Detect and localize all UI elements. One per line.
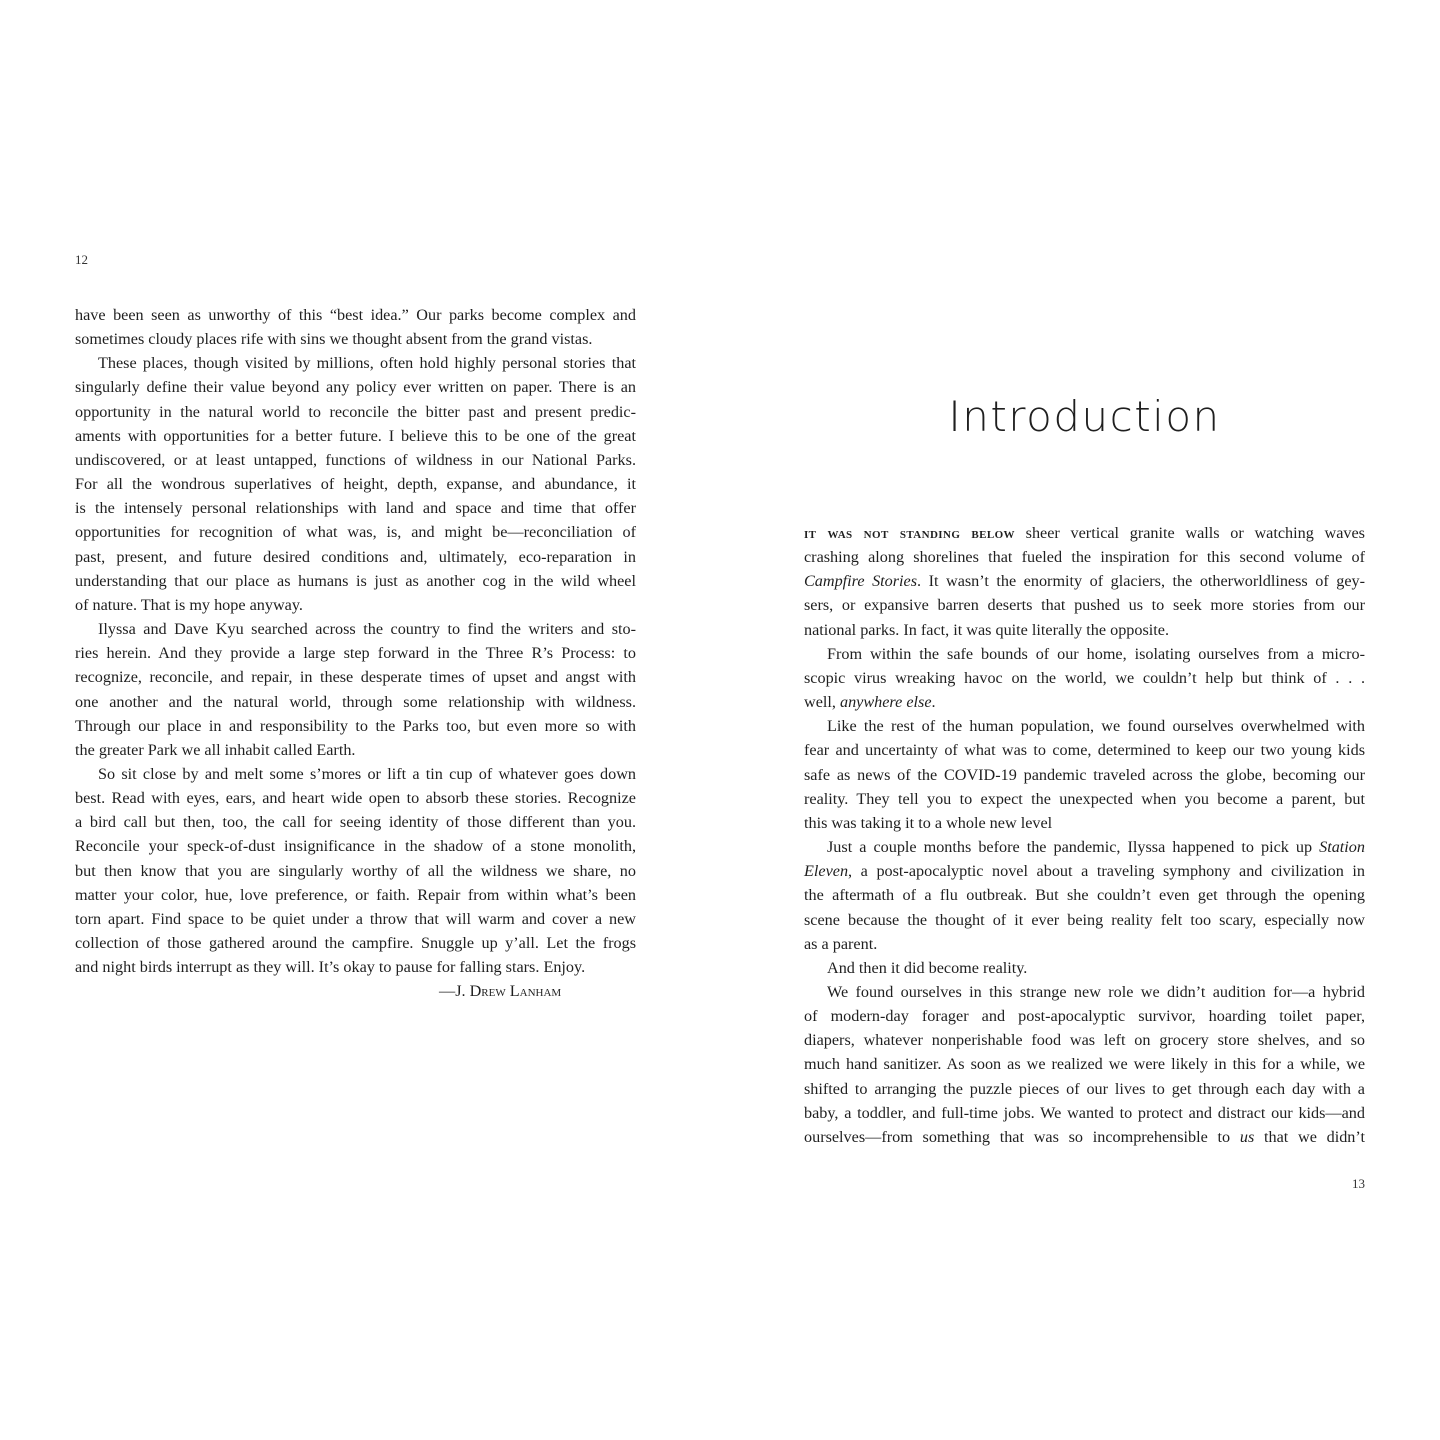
text-line: the greater Park we all inhabit called Earth.	[75, 740, 356, 759]
book-title-italic: Station	[1319, 838, 1365, 857]
text-line: recognize, reconcile, and repair, in these desperate times of upset and angst with	[75, 668, 636, 687]
text-line: shifted to arranging the puzzle pieces of our lives to get through each day with a	[804, 1079, 1365, 1098]
text-line: Through our place in and responsibility to the Parks too, but even more so with	[75, 716, 636, 735]
text-line: much hand sanitizer. As soon as we realized we were likely in this for a while, we	[804, 1055, 1365, 1074]
text-line: one another and the natural world, through some relationship with wildness.	[75, 692, 636, 711]
text-line: We found ourselves in this strange new role we didn’t audition for—a hybrid	[827, 982, 1365, 1001]
text-line: Like the rest of the human population, we found ourselves overwhelmed with	[827, 717, 1365, 736]
text-line: These places, though visited by millions, often hold highly personal stories that	[98, 354, 636, 373]
text-line	[804, 859, 1365, 883]
text-line: scopic virus wreaking havoc on the world, we couldn’t help but think of . . .	[804, 668, 1365, 687]
lead-in-small-caps: it was not standing below	[804, 524, 1015, 542]
page-number-right: 13	[1352, 1176, 1365, 1191]
text-line: Reconcile your speck-of-dust insignificance in the shadow of a stone monolith,	[75, 837, 636, 856]
text-fragment: sheer vertical granite walls or watching waves	[1014, 524, 1365, 542]
text-line: best. Read with eyes, ears, and heart wide open to absorb these stories. Recognize	[75, 789, 636, 808]
text-line	[804, 690, 1365, 714]
text-line: national parks. In fact, it was quite literally the opposite.	[804, 620, 1170, 639]
author-signature: —J. Drew Lanham	[439, 982, 562, 1001]
text-line: understanding that our place as humans is just as another cog in the wild wheel	[75, 571, 636, 590]
text-fragment: ourselves—from something that was so incomprehensible to	[804, 1127, 1240, 1146]
text-line: as a parent.	[804, 934, 878, 953]
text-line: torn apart. Find space to be quiet under a throw that will warm and cover a new	[75, 909, 636, 928]
text-line: and night birds interrupt as they will. It’s okay to pause for falling stars. Enjoy.	[75, 958, 586, 977]
text-line: sers, or expansive barren deserts that pushed us to seek more stories from our	[804, 596, 1365, 615]
text-line: From within the safe bounds of our home, isolating ourselves from a micro-	[827, 644, 1365, 663]
text-line: So sit close by and melt some s’mores or lift a tin cup of whatever goes down	[98, 764, 636, 783]
right-page-body	[804, 521, 1365, 1149]
book-title-italic: Campfire Stories	[804, 572, 918, 591]
text-line: the aftermath of a flu outbreak. But she couldn’t even get through the opening	[804, 886, 1365, 905]
text-line: Ilyssa and Dave Kyu searched across the country to find the writers and sto-	[98, 620, 636, 639]
text-line: singularly define their value beyond any policy ever written on paper. There is an	[75, 378, 636, 397]
italic-phrase: anywhere else	[839, 693, 932, 712]
text-line: is the intensely personal relationships with land and space and time that offer	[75, 499, 636, 518]
text-line: crashing along shorelines that fueled the inspiration for this second volume of	[804, 548, 1365, 567]
text-line: this was taking it to a whole new level	[804, 813, 1053, 832]
text-line: a bird call but then, too, the call for seeing identity of those different than you.	[75, 813, 636, 832]
text-line: diapers, whatever nonperishable food was left on grocery store shelves, and so	[804, 1031, 1365, 1050]
text-line: of modern-day forager and post-apocalyptic survivor, hoarding toilet paper,	[804, 1007, 1365, 1026]
text-line: reality. They tell you to expect the unexpected when you become a parent, but	[804, 789, 1365, 808]
text-line	[804, 521, 1365, 545]
text-line: For all the wondrous superlatives of height, depth, expanse, and abundance, it	[75, 475, 636, 494]
text-line: of nature. That is my hope anyway.	[75, 595, 303, 614]
italic-word: us	[1239, 1127, 1255, 1146]
left-page-body	[75, 303, 636, 1004]
text-line: aments with opportunities for a better future. I believe this to be one of the great	[75, 426, 636, 445]
text-line: opportunities for recognition of what was, is, and might be—reconciliation of	[75, 523, 636, 542]
text-line: baby, a toddler, and full-time jobs. We wanted to protect and distract our kids—and	[804, 1103, 1365, 1122]
text-line: safe as news of the COVID-19 pandemic traveled across the globe, becoming our	[804, 765, 1365, 784]
text-line: matter your color, hue, love preference, or faith. Repair from within what’s been	[75, 885, 636, 904]
text-fragment: , a post-apocalyptic novel about a traveling symphony and civilization in	[848, 862, 1365, 881]
text-line: opportunity in the natural world to reconcile the bitter past and present predic-	[75, 402, 636, 421]
text-fragment: Just a couple months before the pandemic, Ilyssa happened to pick up	[827, 838, 1320, 857]
text-fragment: . It wasn’t the enormity of glaciers, the otherworldliness of gey-	[917, 572, 1365, 591]
text-line	[804, 835, 1365, 859]
text-line: collection of those gathered around the campfire. Snuggle up y’all. Let the frogs	[75, 934, 636, 953]
text-line: ries herein. And they provide a large step forward in the Three R’s Process: to	[75, 644, 636, 663]
text-line	[804, 569, 1365, 593]
book-title-italic: Eleven	[804, 862, 849, 881]
text-line: And then it did become reality.	[827, 958, 1028, 977]
text-line: undiscovered, or at least untapped, functions of wildness in our National Parks.	[75, 450, 636, 469]
chapter-title: Introduction	[948, 392, 1221, 441]
text-line	[804, 1125, 1365, 1149]
text-fragment: .	[931, 693, 936, 712]
text-fragment: well,	[804, 693, 840, 712]
text-line: fear and uncertainty of what was to come, determined to keep our two young kids	[804, 741, 1365, 760]
text-line: sometimes cloudy places rife with sins we thought absent from the grand vistas.	[75, 330, 593, 349]
text-line: scene because the thought of it ever being reality felt too scary, especially now	[804, 910, 1365, 929]
text-line: past, present, and future desired conditions and, ultimately, eco-reparation in	[75, 547, 636, 566]
text-line: have been seen as unworthy of this “best idea.” Our parks become complex and	[75, 306, 636, 324]
page-number-left: 12	[75, 252, 88, 267]
text-fragment: that we didn’t	[1254, 1127, 1365, 1146]
text-line: but then know that you are singularly worthy of all the wildness we share, no	[75, 861, 636, 880]
